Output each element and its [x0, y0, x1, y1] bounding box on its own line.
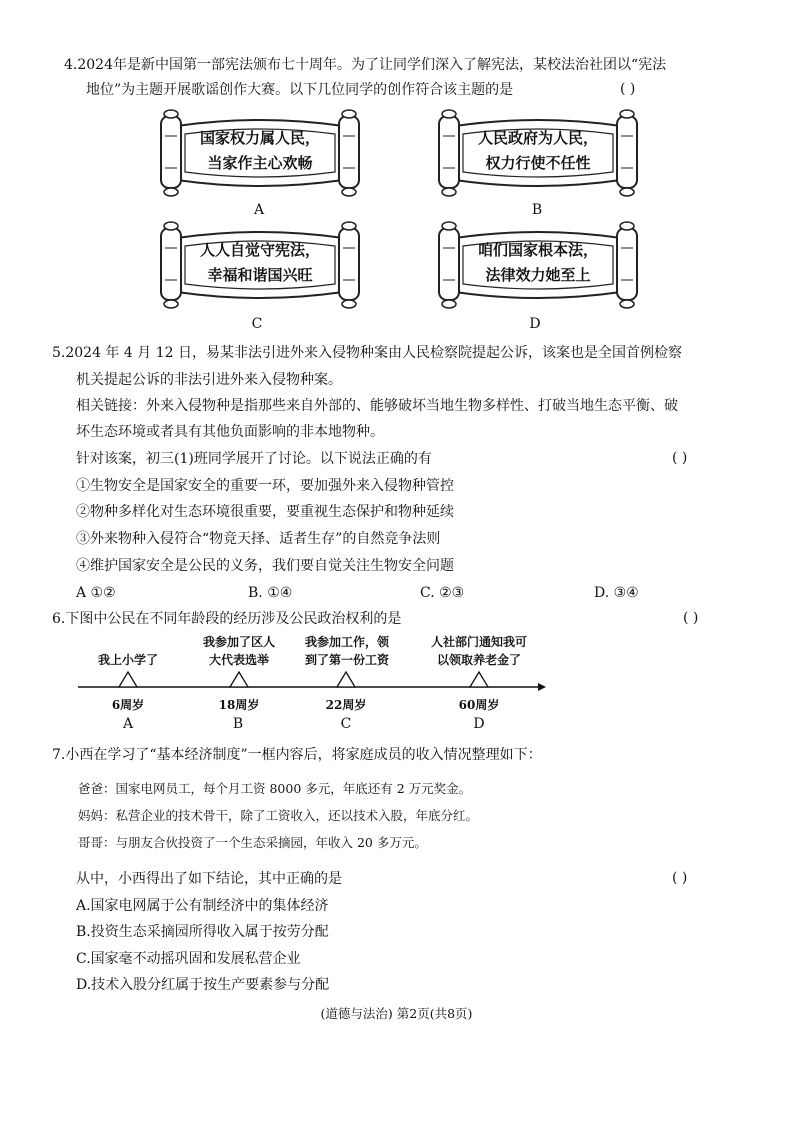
- event-b-label1: 我参加了区人: [202, 635, 275, 649]
- q5-option-c: C. ②③: [420, 585, 465, 601]
- event-c-label2: 到了第一份工资: [304, 653, 389, 667]
- q5-option-d: D. ③④: [594, 585, 639, 601]
- event-c-age: 22周岁: [325, 698, 367, 712]
- scroll-b-line2: 权力行使不任性: [485, 154, 591, 172]
- q5-stem-line2: 机关提起公诉的非法引进外来入侵物种案。: [76, 372, 342, 388]
- scroll-d-line1: 咱们国家根本法，: [477, 241, 598, 259]
- scroll-c-line2: 幸福和谐国兴旺: [207, 266, 313, 284]
- q5-option-b: B. ①④: [248, 585, 293, 601]
- q7-option-b: B.投资生态采摘园所得收入属于按劳分配: [76, 924, 329, 940]
- q5-link-line2: 坏生态环境或者具有其他负面影响的非本地物种。: [76, 424, 384, 440]
- q5-item-4: ④维护国家安全是公民的义务，我们要自觉关注生物安全问题: [76, 558, 454, 574]
- scroll-b-line1: 人民政府为人民，: [477, 129, 598, 147]
- event-d-label2: 以领取养老金了: [436, 653, 521, 667]
- q5-answer-paren: ( ): [672, 450, 688, 466]
- q6-stem: 6.下图中公民在不同年龄段的经历涉及公民政治权利的是: [52, 611, 402, 627]
- scroll-a-line1: 国家权力属人民，: [199, 129, 320, 147]
- event-a-label: 我上小学了: [97, 653, 158, 667]
- event-b-letter: B: [232, 716, 244, 732]
- event-a-letter: A: [122, 716, 134, 732]
- q6-answer-paren: ( ): [683, 610, 699, 626]
- q7-family-brother: 哥哥：与朋友合伙投资了一个生态采摘园，年收入 20 多万元。: [78, 835, 427, 850]
- q4-stem-line2: 地位”为主题开展歌谣创作大赛。以下几位同学的创作符合该主题的是: [86, 82, 514, 98]
- q7-option-d: D.技术入股分红属于按生产要素参与分配: [76, 977, 330, 993]
- scroll-b-letter: B: [531, 202, 543, 218]
- q5-item-1: ①生物安全是国家安全的重要一环，要加强外来入侵物种管控: [76, 478, 454, 494]
- event-d-age: 60周岁: [458, 698, 500, 712]
- event-b-age: 18周岁: [218, 698, 260, 712]
- q7-family-dad: 爸爸：国家电网员工，每个月工资 8000 多元，年底还有 2 万元奖金。: [78, 781, 472, 796]
- q5-stem-line1: 5.2024 年 4 月 12 日，易某非法引进外来入侵物种案由人民检察院提起公诉，该案也是全国首例检察: [52, 345, 682, 361]
- q5-option-a: A ①②: [76, 585, 116, 601]
- q5-link-line1: 相关链接：外来入侵物种是指那些来自外部的、能够破坏当地生物多样性、打破当地生态平衡、破: [76, 398, 678, 414]
- event-c-label1: 我参加工作，领: [304, 635, 389, 649]
- q7-prompt: 从中，小西得出了如下结论，其中正确的是: [76, 871, 342, 887]
- scroll-d-line2: 法律效力她至上: [485, 266, 591, 284]
- q7-answer-paren: ( ): [672, 870, 688, 886]
- q7-stem: 7.小西在学习了“基本经济制度”一框内容后，将家庭成员的收入情况整理如下：: [52, 747, 542, 763]
- q4-answer-paren: ( ): [620, 81, 636, 97]
- q7-option-c: C.国家毫不动摇巩固和发展私营企业: [76, 951, 301, 967]
- event-a-age: 6周岁: [111, 698, 145, 712]
- q7-option-a: A.国家电网属于公有制经济中的集体经济: [76, 898, 329, 914]
- q5-item-3: ③外来物种入侵符合“物竞天择、适者生存”的自然竞争法则: [76, 531, 441, 547]
- q5-prompt: 针对该案，初三(1)班同学展开了讨论。以下说法正确的有: [76, 451, 432, 467]
- scroll-c-letter: C: [251, 316, 263, 332]
- q7-family-mom: 妈妈：私营企业的技术骨干，除了工资收入，还以技术入股，年底分红。: [78, 808, 479, 823]
- scroll-c-line1: 人人自觉守宪法，: [199, 241, 320, 259]
- event-d-letter: D: [473, 716, 485, 732]
- scroll-d-letter: D: [529, 316, 541, 332]
- page-footer: (道德与法治) 第2页(共8页): [320, 1006, 473, 1021]
- event-d-label1: 人社部门通知我可: [430, 635, 527, 649]
- scroll-a-letter: A: [253, 202, 265, 218]
- scroll-a-line2: 当家作主心欢畅: [207, 154, 313, 172]
- q5-item-2: ②物种多样化对生态环境很重要，要重视生态保护和物种延续: [76, 504, 454, 520]
- timeline-axis: [78, 668, 548, 698]
- event-c-letter: C: [340, 716, 352, 732]
- q4-stem-line1: 4.2024年是新中国第一部宪法颁布七十周年。为了让同学们深入了解宪法，某校法治社团以“宪法: [64, 57, 667, 73]
- event-b-label2: 大代表选举: [208, 653, 269, 667]
